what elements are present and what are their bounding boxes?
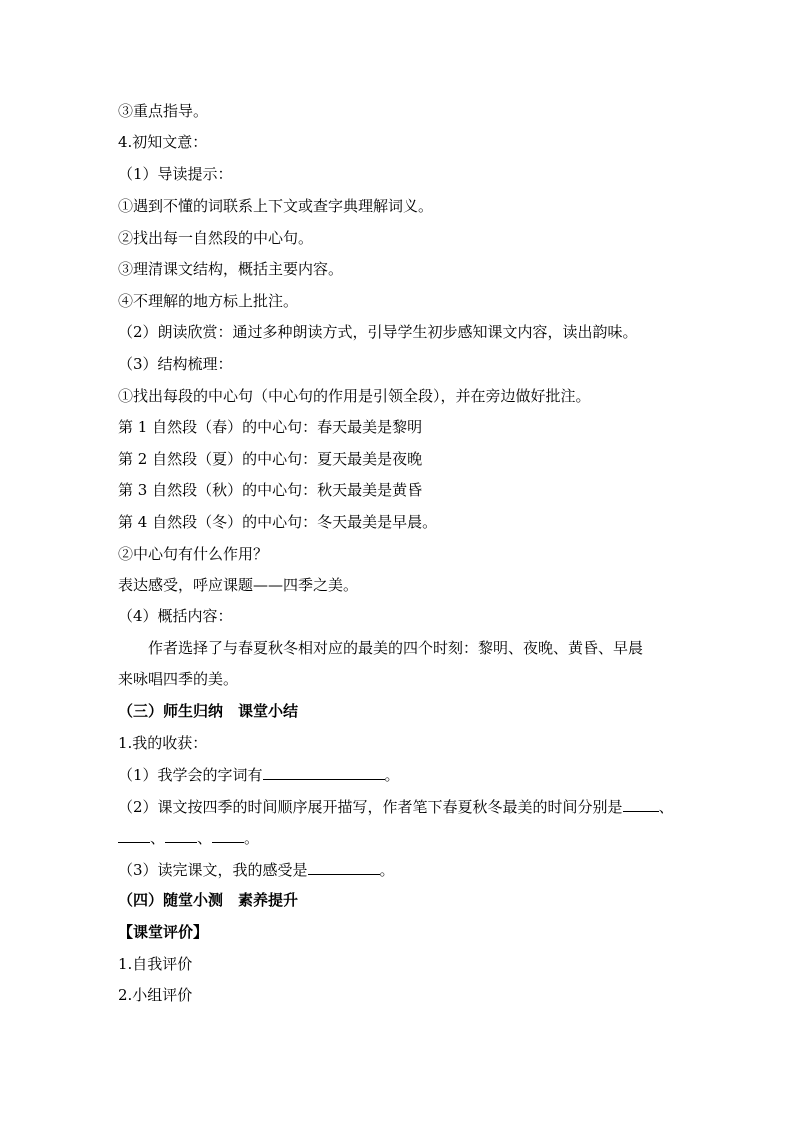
section-my-harvest: 1.我的收获： <box>118 734 208 752</box>
subsection-reading-tips: （1）导读提示： <box>118 165 233 183</box>
harvest-item-1-text: （1）我学会的字词有 <box>118 766 263 784</box>
summary-paragraph-line-1: 作者选择了与春夏秋冬相对应的最美的四个时刻：黎明、夜晚、黄昏、早晨 <box>148 639 644 657</box>
harvest-item-2 <box>118 796 674 817</box>
subsection-reading-appreciation: （2）朗读欣赏：通过多种朗读方式，引导学生初步感知课文内容，读出韵味。 <box>118 323 638 341</box>
tip-item-1: ①遇到不懂的词联系上下文或查字典理解词义。 <box>118 197 434 215</box>
structure-item-1: ①找出每段的中心句（中心句的作用是引领全段），并在旁边做好批注。 <box>118 387 591 405</box>
harvest-item-2-end: 。 <box>244 829 260 847</box>
harvest-item-1-end: 。 <box>384 766 400 784</box>
subsection-structure: （3）结构梳理： <box>118 355 233 373</box>
central-sentence-spring: 第 1 自然段（春）的中心句：春天最美是黎明 <box>118 418 423 436</box>
heading-quiz: （四）随堂小测 素养提升 <box>118 891 299 909</box>
harvest-item-2-sep-3: 、 <box>197 829 213 847</box>
tip-item-2: ②找出每一自然段的中心句。 <box>118 229 314 247</box>
fill-blank-summer-time[interactable] <box>118 827 150 843</box>
structure-item-2: ②中心句有什么作用？ <box>118 545 269 563</box>
structure-answer: 表达感受，呼应课题——四季之美。 <box>118 576 359 594</box>
central-sentence-summer: 第 2 自然段（夏）的中心句：夏天最美是夜晚 <box>118 450 423 468</box>
fill-blank-feeling[interactable] <box>308 859 380 875</box>
heading-class-summary: （三）师生归纳 课堂小结 <box>118 702 299 720</box>
tip-item-4: ④不理解的地方标上批注。 <box>118 292 299 310</box>
summary-paragraph-line-2: 来咏唱四季的美。 <box>118 670 239 688</box>
section-initial-understanding: 4.初知文意： <box>118 133 208 151</box>
fill-blank-autumn-time[interactable] <box>165 827 197 843</box>
tip-item-3: ③理清课文结构，概括主要内容。 <box>118 260 344 278</box>
fill-blank-spring-time[interactable] <box>623 796 659 812</box>
evaluation-self: 1.自我评价 <box>118 955 193 973</box>
central-sentence-winter: 第 4 自然段（冬）的中心句：冬天最美是早晨。 <box>118 513 438 531</box>
central-sentence-autumn: 第 3 自然段（秋）的中心句：秋天最美是黄昏 <box>118 481 423 499</box>
harvest-item-3-end: 。 <box>379 861 395 879</box>
fill-blank-words[interactable] <box>263 764 385 780</box>
harvest-item-2-continued <box>118 827 259 848</box>
fill-blank-winter-time[interactable] <box>212 827 244 843</box>
subsection-summary: （4）概括内容： <box>118 607 233 625</box>
harvest-item-2-text: （2）课文按四季的时间顺序展开描写，作者笔下春夏秋冬最美的时间分别是 <box>118 798 623 816</box>
harvest-item-2-sep: 、 <box>658 798 674 816</box>
harvest-item-1 <box>118 764 400 785</box>
step-key-guidance: ③重点指导。 <box>118 102 209 120</box>
harvest-item-3 <box>118 859 395 880</box>
harvest-item-3-text: （3）读完课文，我的感受是 <box>118 861 308 879</box>
harvest-item-2-sep-2: 、 <box>150 829 166 847</box>
heading-class-evaluation: 【课堂评价】 <box>118 923 209 941</box>
evaluation-group: 2.小组评价 <box>118 986 193 1004</box>
